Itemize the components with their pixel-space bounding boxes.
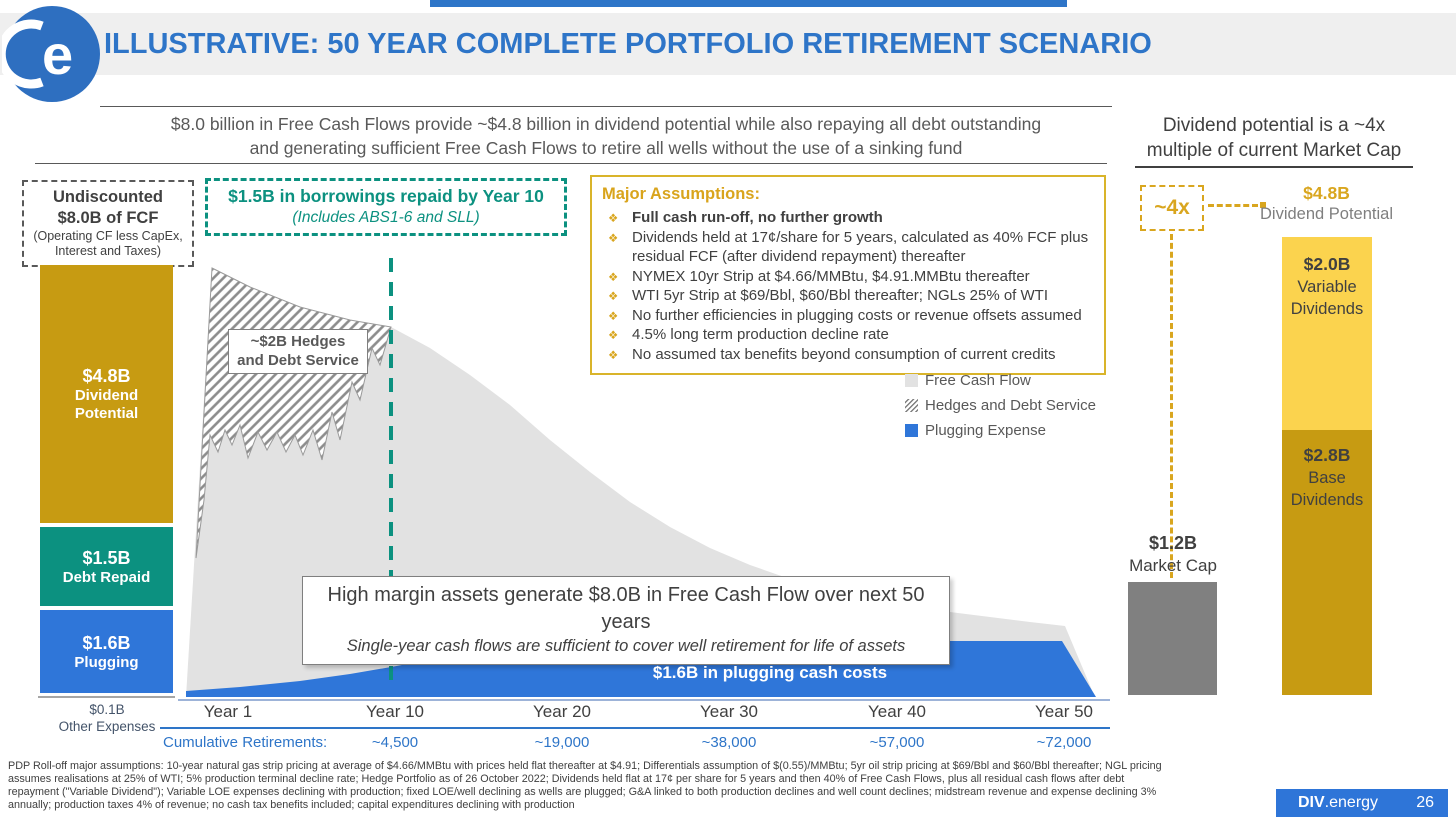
market-cap-value: $1.2B [1148,533,1198,553]
x-tick-year-40: Year 40 [868,702,926,721]
other-expenses-label [22,701,192,735]
summary-line-1: $8.0 billion in Free Cash Flows provide ~$4.8 billion in dividend potential while also repaying all debt outstanding [170,114,1042,134]
x-tick-year-1: Year 1 [203,702,253,721]
cumulative-value-year-30: ~38,000 [701,734,757,751]
plugging-value: $1.6B [82,632,131,653]
x-tick-year-20: Year 20 [533,702,591,721]
bar-segment-debt-repaid [40,527,173,606]
bar-market-cap [1128,582,1217,695]
dividend-potential-value: $4.8B [1303,183,1350,203]
svg-text:e: e [42,23,74,86]
right-header-underline [1135,166,1413,168]
borrowings-line-2: (Includes ABS1-6 and SLL) [292,209,480,226]
legend-item-plugging: Plugging Expense [905,422,1096,439]
debt-label: Debt Repaid [62,568,151,586]
fcf-box-line-2: $8.0B of FCF [57,209,159,227]
other-label: Other Expenses [58,719,156,734]
assumption-item: ❖ Dividends held at 17¢/share for 5 years, calculated as 40% FCF plus residual FCF (after dividend repayment) thereafter [602,228,1092,267]
fcf-box-line-4: Interest and Taxes) [54,244,162,258]
variable-dividends-label-1: Variable [1297,278,1357,296]
plugging-label: Plugging [74,653,139,671]
brand-div: DIV [1298,794,1325,811]
x-tick-year-50: Year 50 [1035,702,1093,721]
borrowings-line-1: $1.5B in borrowings repaid by Year 10 [228,186,544,206]
variable-dividends-label-2: Dividends [1290,300,1364,318]
diamond-bullet-icon: ❖ [608,310,619,323]
gold-dashed-connector-vertical [1170,234,1173,578]
summary-top-rule [100,106,1112,107]
diamond-bullet-icon: ❖ [608,330,619,342]
high-margin-callout-box [302,576,950,665]
bar-segment-dividend-potential [40,265,173,523]
bar-segment-variable-dividends [1282,237,1372,430]
cumulative-retirements-label: Cumulative Retirements: [163,734,328,751]
diamond-bullet-icon: ❖ [608,291,619,303]
right-header [1135,113,1413,163]
brand-footer [1276,789,1448,817]
x-tick-year-10: Year 10 [366,702,424,721]
fcf-box-line-3: (Operating CF less CapEx, [33,229,183,243]
fcf-box-line-1: Undiscounted [53,188,163,206]
assumption-item: ❖ NYMEX 10yr Strip at $4.66/MMBtu, $4.91.MMBtu thereafter [602,267,1092,287]
assumption-item: ❖ Full cash run-off, no further growth [602,208,1092,228]
bar-segment-plugging [40,610,173,693]
variable-dividends-value: $2.0B [1303,254,1351,274]
diamond-bullet-icon: ❖ [608,232,619,245]
assumptions-heading: Major Assumptions: [602,185,760,203]
callout-line-1: High margin assets generate $8.0B in Free Cash Flow over next 50 years [327,584,925,633]
cumulative-value-year-20: ~19,000 [534,734,590,751]
diamond-bullet-icon: ❖ [608,349,619,362]
assumption-item: ❖ WTI 5yr Strip at $69/Bbl, $60/Bbl thereafter; NGLs 25% of WTI [602,286,1092,306]
page-number: 26 [1416,794,1434,811]
right-header-line-2: multiple of current Market Cap [1146,140,1402,161]
dividend-label-1: Dividend [74,387,139,404]
callout-line-2: Single-year cash flows are sufficient to cover well retirement for life of assets [346,637,906,655]
legend-item-hedges: Hedges and Debt Service [905,397,1096,414]
debt-value: $1.5B [82,547,131,568]
dividend-label-2: Potential [74,405,139,422]
cumulative-value-year-50: ~72,000 [1036,734,1092,751]
footnote-text: PDP Roll-off major assumptions: 10-year natural gas strip pricing at average of $4.66/MMBtu with prices held flat thereafter at $4.91; Differentials assumption of $(0.55)/MMBtu; 5yr oil strip pricing at $69/Bbl and $60/Bbl thereafter; NGL pricing assumes realisations at 25% of WTI; 5% production terminal decline rate; Hedge Portfolio as of 26 October 2022; Dividends held flat at 17¢ per share for 5 years and then 40% of Free Cash Flows, plus all residual cash flows after debt repayment ("Variable Dividend"); Variable LOE expenses declining with production; fixed LOE/well declining as wells are plugged; G&A linked to both production declines and well count declines; midstream revenue and expense declining 3% annually; production taxes 4% of revenue; no cash tax benefits included; capital expenditures declining with production [8,760,1162,811]
base-dividends-label-1: Base [1308,469,1346,487]
brand-energy: .energy [1324,794,1379,811]
base-dividends-label-2: Dividends [1290,491,1364,509]
assumption-item: ❖ 4.5% long term production decline rate [602,325,1092,345]
borrowings-repaid-box [205,178,567,236]
summary-line-2: and generating sufficient Free Cash Flows to retire all wells without the use of a sinking fund [249,138,963,158]
diamond-bullet-icon: ❖ [608,213,619,225]
right-header-line-1: Dividend potential is a ~4x [1162,115,1386,136]
plugging-cash-costs-label: $1.6B in plugging cash costs [652,663,888,682]
summary-text [100,112,1112,160]
assumption-item: ❖ No assumed tax benefits beyond consumption of current credits [602,345,1092,365]
bar-segment-base-dividends [1282,430,1372,695]
multiple-4x-box: ~4x [1140,185,1204,231]
page-title: ILLUSTRATIVE: 50 YEAR COMPLETE PORTFOLIO RETIREMENT SCENARIO [104,28,1152,60]
cumulative-value-year-40: ~57,000 [869,734,925,751]
assumption-item: ❖ No further efficiencies in plugging costs or revenue offsets assumed [602,306,1092,326]
dividend-potential-header [1244,182,1409,225]
undiscounted-fcf-box [22,180,194,267]
base-dividends-value: $2.8B [1303,445,1351,465]
legend-item-free-cash-flow: Free Cash Flow [905,372,1096,389]
hedges-callout-box [228,329,368,374]
other-value: $0.1B [89,702,125,717]
x-tick-year-30: Year 30 [700,702,758,721]
cumulative-separator-rule [160,727,1110,729]
hedges-callout-line-2: and Debt Service [237,352,359,369]
diversified-energy-logo [2,4,102,104]
summary-underline-rule [35,163,1107,164]
dividend-value: $4.8B [82,366,131,386]
diamond-bullet-icon: ❖ [608,271,619,284]
market-cap-label [1118,532,1228,577]
top-accent-strip [430,0,1067,7]
market-cap-text: Market Cap [1129,556,1217,575]
dividend-potential-label: Dividend Potential [1260,205,1393,223]
other-expenses-rule [38,696,175,698]
cumulative-value-year-10: ~4,500 [371,734,419,751]
hedges-callout-line-1: ~$2B Hedges [250,333,346,350]
